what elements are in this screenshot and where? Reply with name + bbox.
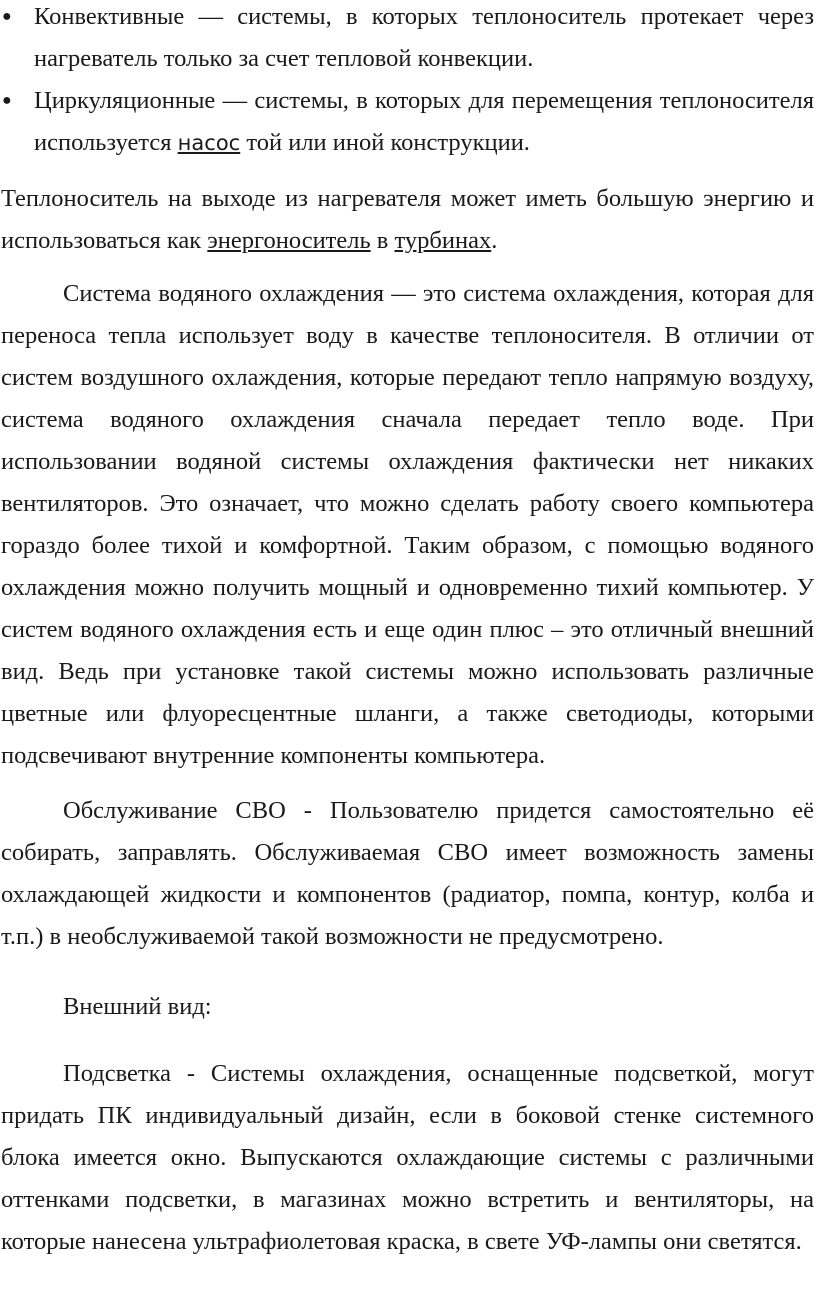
bullet-icon: ● xyxy=(2,92,12,109)
paragraph-lighting: Подсветка - Системы охлаждения, оснащенные подсветкой, могут придать ПК индивидуальный дизайн, если в боковой стенке системного блока имеется окно. Выпускаются охлаждающие системы с различными оттенками подсветки, в магазинах можно встретить и вентиляторы, на которые нанесена ультрафиолетовая краска, в свете УФ-лампы они светятся. xyxy=(1,1060,814,1255)
list-item xyxy=(0,80,814,164)
bullet-text-convective: Конвективные — системы, в которых теплоноситель протекает через нагреватель только за счет тепловой конвекции. xyxy=(34,3,814,72)
bullet-text-circulation: Циркуляционные — системы, в которых для перемещения теплоносителя используется насос той или иной конструкции. xyxy=(34,87,814,156)
link-turbines[interactable]: турбинах xyxy=(394,227,492,254)
paragraph-heat-carrier: Теплоноситель на выходе из нагревателя может иметь большую энергию и использоваться как энергоноситель в турбинах. xyxy=(1,185,814,254)
paragraph-water-cooling: Система водяного охлаждения — это система охлаждения, которая для переноса тепла использует воду в качестве теплоносителя. В отличии от систем воздушного охлаждения, которые передают тепло напрямую воздуху, система водяного охлаждения сначала передает тепло воде. При использовании водяной системы охлаждения фактически нет никаких вентиляторов. Это означает, что можно сделать работу своего компьютера гораздо более тихой и комфортной. Таким образом, с помощью водяного охлаждения можно получить мощный и одновременно тихий компьютер. У систем водяного охлаждения есть и еще один плюс – это отличный внешний вид. Ведь при установке такой системы можно использовать различные цветные или флуоресцентные шланги, а также светодиоды, которыми подсвечивают внутренние компоненты компьютера. xyxy=(1,280,814,769)
link-nasos[interactable]: насос xyxy=(177,131,241,155)
paragraph-maintenance: Обслуживание СВО - Пользователю придется самостоятельно её собирать, заправлять. Обслуживаемая СВО имеет возможность замены охлаждающей жидкости и компонентов (радиатор, помпа, контур, колба и т.п.) в необслуживаемой такой возможности не предусмотрено. xyxy=(1,797,814,950)
list-item xyxy=(0,0,814,80)
heading-appearance: Внешний вид: xyxy=(63,993,212,1020)
bullet-icon: ● xyxy=(2,8,12,25)
link-energy-carrier[interactable]: энергоноситель xyxy=(207,227,371,254)
